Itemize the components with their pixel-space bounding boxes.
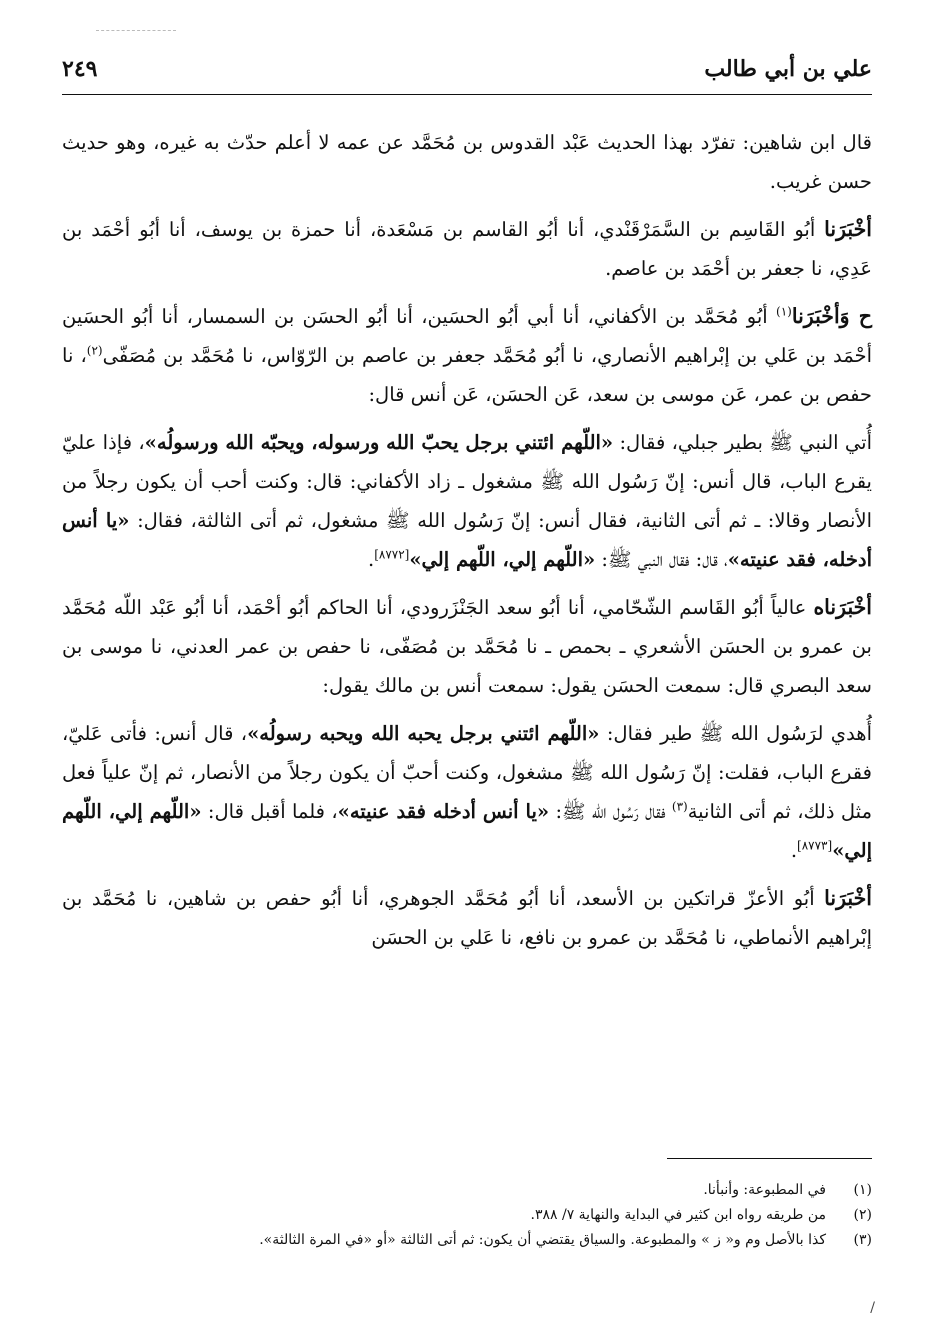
footnote xyxy=(62,1203,872,1228)
hadith-quote: «اللّهم ائتني برجل يحبه الله ويحبه رسولُه» xyxy=(247,722,600,745)
note-marker: [٨٧٧٣] xyxy=(797,838,833,853)
footnote xyxy=(62,1178,872,1203)
running-title: علي بن أبي طالب xyxy=(704,56,872,82)
footnote-text: كذا بالأصل وم و« ز » والمطبوعة. والسياق يقتضي أن يكون: ثم أتى الثالثة «أو «في المرة الثالثة». xyxy=(259,1232,826,1248)
hadith-quote: «يا أنس أدخله فقد عنيته» xyxy=(337,800,550,823)
footnote-text: من طريقه رواه ابن كثير في البداية والنهاية ٧/ ٣٨٨. xyxy=(530,1207,826,1223)
paragraph xyxy=(62,879,872,957)
text-run: عالياً أبُو القَاسم الشّحّامي، أنا أبُو سعد الجَنْزَرودي، أنا الحاكم أبُو أحْمَد، أنا أبُو عَبْد اللّه مُحَمَّد بن عمرو بن الحسَن الأشعري ـ بحمص ـ نا مُحَمَّد بن مُصَفّى، نا حفص بن عمر العدني، نا موسى بن سعد البصري قال: سمعت الحسَن يقول: سمعت أنس بن مالك يقول: xyxy=(62,596,872,697)
isnad-lead: أخْبَرَناه xyxy=(813,595,872,619)
paragraph xyxy=(62,423,872,579)
footnote-separator xyxy=(667,1158,872,1159)
isnad-lead: أخْبَرَنا xyxy=(824,217,872,241)
isnad-lead: ح وَأخْبَرَنا xyxy=(791,304,872,328)
footnote-text: في المطبوعة: وأنبأنا. xyxy=(703,1182,826,1198)
text-run: ، فإذا عليّ يقرع الباب، قال أنس: إنّ رَسُول الله ﷺ مشغول ـ زاد الأكفاني: قال: وكنت أحب أن يكون رجلاً من الأنصار وقالا: ـ ثم أتى الثانية، فقال أنس: إنّ رَسُول الله ﷺ مشغول، ثم أتى الثالثة، فقال: xyxy=(62,431,872,532)
paragraph xyxy=(62,588,872,705)
margin-mark: / xyxy=(870,1300,875,1316)
text-run: ، قال أنس: فأتى عَليّ، فقرع الباب، فقلت: إنّ رَسُول الله ﷺ مشغول، وكنت أحبّ أن يكون رجلاً من الأنصار، ثم إنّ علياً فعل مثل ذلك، ثم أتى الثانية xyxy=(62,722,873,823)
text-run: أبُو مُحَمَّد بن الأكفاني، أنا أبي أبُو الحسَين، أنا أبُو الحسَن بن السمسار، أنا أبُو الحسَين أحْمَد بن عَلي بن إبْراهيم الأنصاري، نا أبُو مُحَمَّد جعفر بن عاصم بن الرّوّاس، نا مُحَمَّد بن مُصَفّى xyxy=(62,305,872,367)
text-run: . xyxy=(368,548,375,571)
paragraph xyxy=(62,210,872,288)
footnote-number: (١) xyxy=(853,1182,872,1198)
hadith-quote: «اللّهم إلي، اللّهم إلي» xyxy=(62,800,872,862)
text-run: فقال رَسُول الله ﷺ: xyxy=(549,800,672,823)
note-marker: (٣) xyxy=(671,799,688,814)
hadith-quote: «يا أنس أدخله، فقد عنيته» xyxy=(62,509,872,571)
text-run: ، نا حفص بن عمر، عَن موسى بن سعد، عَن الحسَن، عَن أنس قال: xyxy=(62,344,872,406)
scan-smudge xyxy=(96,30,176,33)
hadith-quote: «اللّهم ائتني برجل يحبّ الله ورسوله، ويحبّه الله ورسولُه» xyxy=(144,431,614,454)
footnotes xyxy=(62,1178,872,1253)
text-run: ، قال: فقال النبي ﷺ: xyxy=(595,548,728,571)
footnote-number: (٣) xyxy=(853,1232,872,1248)
footnote-number: (٢) xyxy=(853,1207,872,1223)
text-run: . xyxy=(790,839,798,862)
paragraph xyxy=(62,714,872,870)
paragraph xyxy=(62,123,872,201)
page xyxy=(62,48,872,1318)
text-run: أُهدي لرَسُول الله ﷺ طير فقال: xyxy=(599,722,873,745)
running-header xyxy=(62,48,872,95)
page-number: ٢٤٩ xyxy=(62,56,98,82)
text-run: أبُو الأعزّ قراتكين بن الأسعد، أنا أبُو مُحَمَّد الجوهري، أنا أبُو حفص بن شاهين، نا مُحَمَّد بن إبْراهيم الأنماطي، نا مُحَمَّد بن عمرو بن نافع، نا عَلي بن الحسَن xyxy=(62,887,872,949)
hadith-quote: «اللّهم إلي، اللّهم إلي» xyxy=(409,548,596,571)
note-marker: (١) xyxy=(776,304,792,319)
note-marker: [٨٧٧٢] xyxy=(374,547,410,562)
note-marker: (٢) xyxy=(86,343,103,358)
text-run: أبُو القَاسِم بن السَّمَرْقَنْدي، أنا أبُو القاسم بن مَسْعَدة، أنا حمزة بن يوسف، أنا أبُو أحْمَد بن عَدِي، نا جعفر بن أحْمَد بن عاصم. xyxy=(62,218,872,280)
isnad-lead: أخْبَرَنا xyxy=(824,886,872,910)
text-run: قال ابن شاهين: تفرّد بهذا الحديث عَبْد القدوس بن مُحَمَّد عن عمه لا أعلم حدّث به غيره، وهو حديث حسن غريب. xyxy=(62,131,872,193)
paragraph xyxy=(62,297,872,414)
text-run: أُتي النبي ﷺ بطير جبلي، فقال: xyxy=(613,431,872,454)
footnote xyxy=(62,1228,872,1253)
body-text xyxy=(62,123,872,957)
text-run: ، فلما أقبل قال: xyxy=(201,800,338,823)
